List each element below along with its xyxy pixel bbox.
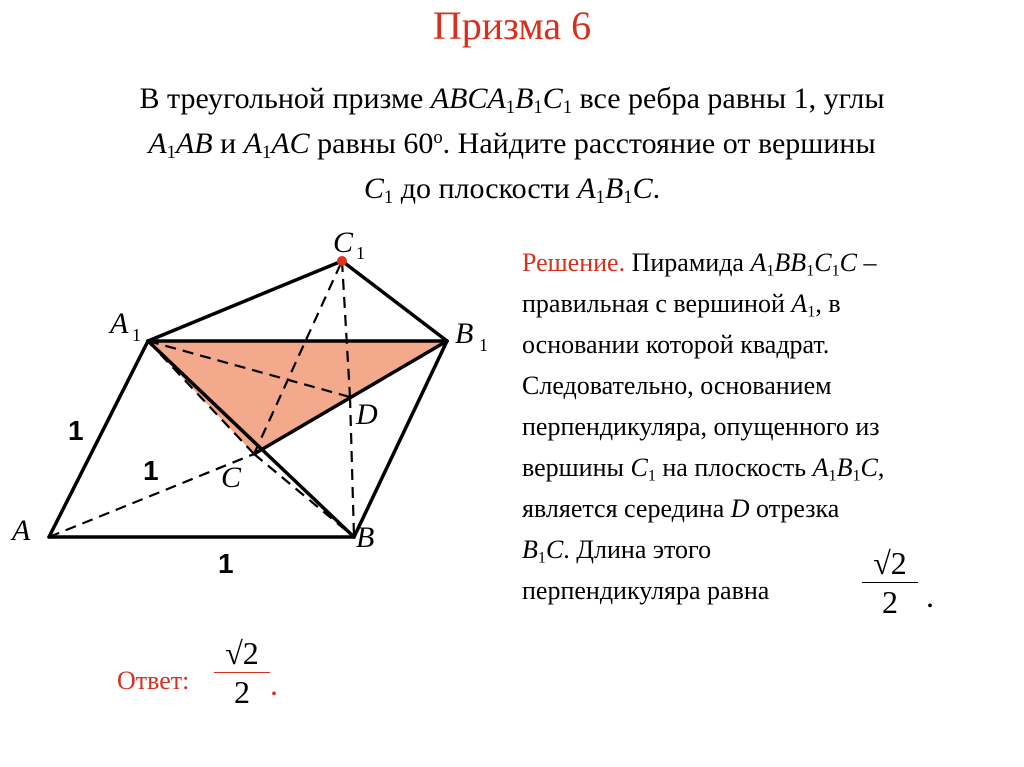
- solution-line: –: [857, 248, 877, 277]
- subscript: 1: [537, 549, 546, 567]
- solution-line: перпендикуляра, опущенного из: [522, 412, 880, 441]
- solution-line: Пирамида: [625, 248, 751, 277]
- subscript: 1: [166, 142, 176, 164]
- label-a: A: [12, 514, 31, 547]
- subscript: 1: [852, 467, 861, 485]
- solution-line: перпендикуляра равна: [522, 576, 770, 605]
- vertex-name: C: [630, 453, 648, 482]
- solution-line: является середина: [522, 494, 731, 523]
- segment-name: C: [545, 535, 564, 564]
- subscript: 1: [262, 142, 272, 164]
- answer-period: .: [270, 666, 278, 702]
- solution-line: на плоскость: [655, 453, 813, 482]
- edge-length-label: 1: [68, 415, 84, 446]
- fraction-numerator: √2: [225, 635, 259, 671]
- problem-text: до плоскости: [393, 172, 578, 205]
- plane-name: A: [812, 453, 829, 482]
- subscript: 1: [647, 467, 656, 485]
- problem-text: В треугольной призме: [139, 82, 431, 115]
- problem-text: и: [212, 127, 244, 160]
- solution-line: основании которой квадрат.: [522, 330, 830, 359]
- subscript: 1: [595, 187, 605, 209]
- label-a1-sub: 1: [132, 325, 141, 345]
- pyramid-name: C: [839, 248, 857, 277]
- subscript: 1: [623, 187, 633, 209]
- pyramid-name: C: [814, 248, 832, 277]
- plane-name: C: [632, 172, 653, 205]
- angle-name: AB: [175, 127, 213, 160]
- answer-fraction: [214, 636, 270, 709]
- prism-name: ABCA: [430, 82, 506, 115]
- midpoint-name: D: [730, 494, 750, 523]
- edge-length-label: 1: [143, 455, 159, 486]
- fraction-denominator: 2: [234, 674, 250, 710]
- segment-d-b-hidden: [350, 397, 354, 537]
- problem-text: . Найдите расстояние от вершины: [442, 127, 876, 160]
- prism-name: B: [515, 82, 534, 115]
- problem-statement: [14, 76, 1010, 211]
- subscript: 1: [807, 303, 816, 321]
- angle-name: A: [148, 127, 167, 160]
- label-b1-sub: 1: [479, 335, 488, 355]
- label-c: C: [221, 461, 242, 494]
- fraction-numerator: √2: [873, 545, 907, 581]
- subscript: 1: [562, 97, 573, 119]
- solution-label: Решение.: [522, 248, 626, 277]
- label-c1: C: [333, 226, 354, 259]
- plane-name: A: [577, 172, 596, 205]
- problem-text: все ребра равны 1, углы: [572, 82, 885, 115]
- solution-line: вершины: [522, 453, 631, 482]
- subscript: 1: [766, 262, 775, 280]
- subscript: 1: [533, 97, 543, 119]
- solution-line: , в: [815, 289, 841, 318]
- subscript: 1: [831, 262, 840, 280]
- plane-name: B: [836, 453, 853, 482]
- edge-a-a1: [49, 341, 148, 537]
- segment-name: B: [522, 535, 538, 564]
- plane-name: B: [604, 172, 624, 205]
- solution-line: . Длина этого: [563, 535, 712, 564]
- fraction-bar: [214, 672, 270, 673]
- angle-name: A: [243, 127, 263, 160]
- plane-name: C: [860, 453, 878, 482]
- label-d: D: [356, 398, 378, 431]
- solution-line: правильная с вершиной: [522, 289, 792, 318]
- slide-title: Призма 6: [432, 3, 592, 48]
- subscript: 1: [806, 262, 815, 280]
- label-c1-sub: 1: [356, 243, 365, 263]
- answer-label: Ответ:: [117, 666, 190, 695]
- subscript: 1: [383, 187, 394, 209]
- solution-line: отрезка: [749, 494, 840, 523]
- vertex-name: C: [363, 172, 384, 205]
- subscript: 1: [828, 467, 837, 485]
- edge-length-label: 1: [218, 548, 234, 579]
- subscript: 1: [505, 97, 516, 119]
- label-b: B: [356, 521, 375, 554]
- pyramid-name: BB: [774, 248, 807, 277]
- fraction-denominator: 2: [882, 584, 898, 620]
- edge-a1-c1: [148, 261, 342, 341]
- solution-period: .: [926, 578, 934, 614]
- solution-fraction: [862, 546, 918, 619]
- problem-text: .: [652, 172, 661, 205]
- solution-text: [522, 242, 1012, 611]
- edge-c-b-hidden: [254, 454, 354, 537]
- solution-line: Следовательно, основанием: [522, 371, 832, 400]
- edge-c1-b1: [342, 261, 447, 341]
- label-b1: B: [455, 317, 474, 350]
- degree-mark: o: [433, 126, 443, 148]
- prism-name: C: [542, 82, 563, 115]
- label-a1: A: [110, 307, 129, 340]
- prism-diagram: [0, 215, 510, 595]
- apex-name: A: [791, 289, 808, 318]
- problem-text: равны 60: [309, 127, 434, 160]
- pyramid-name: A: [750, 248, 767, 277]
- solution-line: ,: [877, 453, 885, 482]
- angle-name: AC: [271, 127, 310, 160]
- fraction-bar: [862, 582, 918, 583]
